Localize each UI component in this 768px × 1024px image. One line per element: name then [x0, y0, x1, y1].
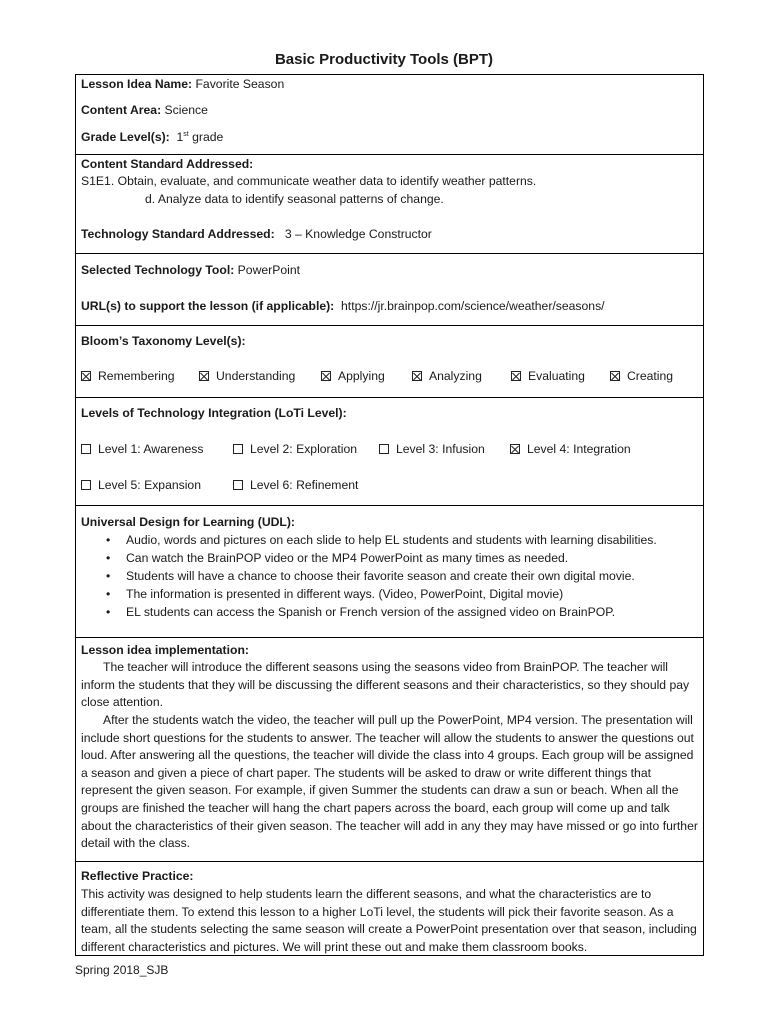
- blooms-creating: Creating: [610, 368, 673, 385]
- url-line: [81, 298, 605, 315]
- content-area-line: [81, 102, 208, 119]
- blooms-label: Bloom’s Taxonomy Level(s):: [81, 334, 246, 348]
- checked-box-icon: [321, 371, 331, 381]
- content-standard-text: S1E1. Obtain, evaluate, and communicate weather data to identify weather patterns.: [81, 174, 537, 188]
- grade-level-line: [81, 129, 223, 146]
- loti-level-5: Level 5: Expansion: [81, 477, 201, 494]
- standards-section: [76, 155, 703, 254]
- udl-item: • The information is presented in different ways. (Video, PowerPoint, Digital movie): [81, 585, 657, 603]
- checked-box-icon: [511, 371, 521, 381]
- url-value: https://jr.brainpop.com/science/weather/seasons/: [341, 299, 605, 313]
- tool-value: PowerPoint: [237, 263, 300, 277]
- udl-item: • Can watch the BrainPOP video or the MP4 PowerPoint as many times as needed.: [81, 549, 657, 567]
- implementation-label: Lesson idea implementation:: [81, 643, 249, 657]
- checked-box-icon: [412, 371, 422, 381]
- content-standard-label: Content Standard Addressed:: [81, 157, 254, 171]
- loti-level-6: Level 6: Refinement: [233, 477, 358, 494]
- loti-level-2: Level 2: Exploration: [233, 441, 357, 458]
- udl-item: • Students will have a chance to choose their favorite season and create their own digital movie.: [81, 567, 657, 585]
- tech-standard-value: 3 – Knowledge Constructor: [284, 227, 432, 241]
- url-label: URL(s) to support the lesson (if applicable):: [81, 299, 335, 313]
- udl-item: • Audio, words and pictures on each slide to help EL students and students with learning disabilities.: [81, 531, 657, 549]
- grade-suffix: st: [183, 131, 189, 138]
- udl-list: [81, 531, 657, 621]
- checked-box-icon: [81, 371, 91, 381]
- unchecked-box-icon: [81, 480, 91, 490]
- blooms-analyzing: Analyzing: [412, 368, 482, 385]
- reflective-paragraph: This activity was designed to help students learn the different seasons, and what the characteristics are to differentiate them. To extend this lesson to a higher LoTi level, the students will pick their favorite season. As a team, all the students selecting the same season will create a PowerPoint presentation over that season, including different characteristics and pictures. We will print these out and make them classroom books.: [81, 887, 697, 954]
- lesson-info-section: [76, 75, 703, 155]
- udl-label: Universal Design for Learning (UDL):: [81, 515, 295, 529]
- loti-level-4: Level 4: Integration: [510, 441, 631, 458]
- lesson-name-line: [81, 76, 284, 93]
- unchecked-box-icon: [233, 480, 243, 490]
- checked-box-icon: [510, 444, 520, 454]
- blooms-applying: Applying: [321, 368, 385, 385]
- reflective-label: Reflective Practice:: [81, 869, 194, 883]
- lesson-name-label: Lesson Idea Name:: [81, 77, 193, 91]
- grade-word: grade: [192, 130, 224, 144]
- blooms-section: [76, 326, 703, 398]
- reflective-section: [76, 862, 703, 957]
- lesson-name-value: Favorite Season: [195, 77, 285, 91]
- content-standard-subitem: d. Analyze data to identify seasonal patterns of change.: [145, 192, 444, 206]
- tool-label: Selected Technology Tool:: [81, 263, 235, 277]
- page-title: Basic Productivity Tools (BPT): [274, 51, 494, 68]
- page-footer: Spring 2018_SJB: [75, 963, 169, 977]
- loti-section: [76, 398, 703, 506]
- lesson-table: [75, 74, 704, 956]
- tech-standard-label: Technology Standard Addressed:: [81, 227, 275, 241]
- loti-label: Levels of Technology Integration (LoTi Level):: [81, 406, 347, 420]
- udl-section: [76, 506, 703, 638]
- loti-level-3: Level 3: Infusion: [379, 441, 485, 458]
- blooms-remembering: Remembering: [81, 368, 175, 385]
- loti-level-1: Level 1: Awareness: [81, 441, 203, 458]
- implementation-section: [76, 638, 703, 862]
- grade-level-label: Grade Level(s):: [81, 130, 170, 144]
- checked-box-icon: [610, 371, 620, 381]
- implementation-paragraph-1: The teacher will introduce the different seasons using the seasons video from BrainPOP. The teacher will inform the students that they will be discussing the different seasons and their characteristics, so they should pay close attention.: [81, 660, 690, 710]
- content-area-label: Content Area:: [81, 103, 162, 117]
- unchecked-box-icon: [379, 444, 389, 454]
- unchecked-box-icon: [81, 444, 91, 454]
- checked-box-icon: [199, 371, 209, 381]
- udl-item: • EL students can access the Spanish or French version of the assigned video on BrainPOP.: [81, 603, 657, 621]
- implementation-paragraph-2: After the students watch the video, the teacher will pull up the PowerPoint, MP4 version. The presentation will include short questions for the students to answer. The teacher will allow the students to answer the questions out loud. After answering all the questions, the teacher will divide the class into 4 groups. Each group will be assigned a season and given a piece of chart paper. The students will be asked to draw or write different things that represent the given season. For example, if given Summer the students can draw a sun or beach. When all the groups are finished the teacher will hang the chart papers across the board, each group will come up and talk about the characteristics of their given season. The teacher will add in any they may have missed or go into further detail with the class.: [81, 713, 698, 851]
- blooms-evaluating: Evaluating: [511, 368, 585, 385]
- tool-line: [81, 262, 300, 279]
- grade-number: 1: [176, 130, 184, 144]
- tech-standard-line: [81, 226, 432, 243]
- tool-section: [76, 254, 703, 326]
- unchecked-box-icon: [233, 444, 243, 454]
- content-area-value: Science: [164, 103, 208, 117]
- blooms-understanding: Understanding: [199, 368, 295, 385]
